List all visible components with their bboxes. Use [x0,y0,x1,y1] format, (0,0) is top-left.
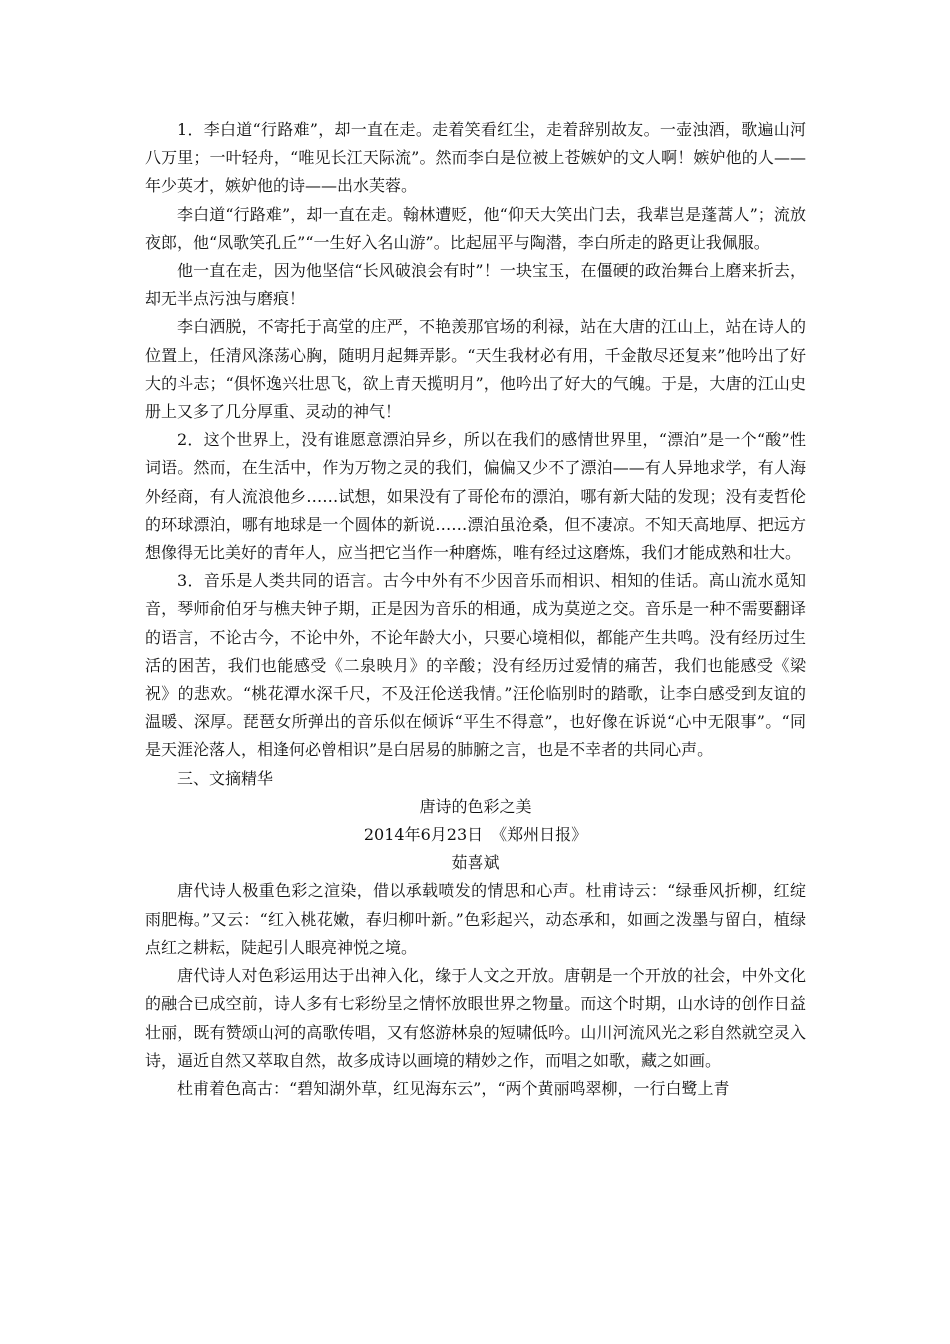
paragraph-5: 2．这个世界上，没有谁愿意漂泊异乡，所以在我们的感情世界里，“漂泊”是一个“酸”性词语。然而，在生活中，作为万物之灵的我们，偏偏又少不了漂泊——有人异地求学，有人海外经商，有人流浪他乡……试想，如果没有了哥伦布的漂泊，哪有新大陆的发现；没有麦哲伦的环球漂泊，哪有地球是一个圆体的新说……漂泊虽沧桑，但不凄凉。不知天高地厚、把远方想像得无比美好的青年人，应当把它当作一种磨炼，唯有经过这磨炼，我们才能成熟和壮大。 [145,430,806,563]
paragraph-2: 李白道“行路难”，却一直在走。翰林遭贬，他“仰天大笑出门去，我辈岂是蓬蒿人”；流放夜郎，他“凤歌笑孔丘”“一生好入名山游”。比起屈平与陶潜，李白所走的路更让我佩服。 [145,204,806,252]
article-title: 唐诗的色彩之美 [419,796,532,816]
article-paragraph-3: 杜甫着色高古：“碧知湖外草，红见海东云”，“两个黄丽鸣翠柳，一行白鹭上青 [177,1078,730,1098]
article-author: 茹喜斌 [451,853,500,873]
paragraph-3: 他一直在走，因为他坚信“长风破浪会有时”！一块宝玉，在僵硬的政治舞台上磨来折去，却无半点污浊与磨痕！ [145,261,806,309]
document-page [145,116,806,1103]
article-date-source: 2014年6月23日 《郑州日报》 [363,825,588,845]
article-paragraph-2: 唐代诗人对色彩运用达于出神入化，缘于人文之开放。唐朝是一个开放的社会，中外文化的融合已成空前，诗人多有七彩纷呈之情怀放眼世界之物量。而这个时期，山水诗的创作日益壮丽，既有赞颂山河的高歌传唱，又有悠游林泉的短啸低吟。山川河流风光之彩自然就空灵入诗，逼近自然又萃取自然，故多成诗以画境的精妙之作，而唱之如歌，藏之如画。 [145,966,806,1070]
paragraph-6: 3．音乐是人类共同的语言。古今中外有不少因音乐而相识、相知的佳话。高山流水觅知音，琴师俞伯牙与樵夫钟子期，正是因为音乐的相通，成为莫逆之交。音乐是一种不需要翻译的语言，不论古今，不论中外，不论年龄大小，只要心境相似，都能产生共鸣。没有经历过生活的困苦，我们也能感受《二泉映月》的辛酸；没有经历过爱情的痛苦，我们也能感受《梁祝》的悲欢。“桃花潭水深千尺，不及汪伦送我情。”汪伦临别时的踏歌，让李白感受到友谊的温暖、深厚。琵琶女所弹出的音乐似在倾诉“平生不得意”，也好像在诉说“心中无限事”。“同是天涯沦落人，相逢何必曾相识”是白居易的肺腑之言，也是不幸者的共同心声。 [145,571,806,760]
paragraph-4: 李白洒脱，不寄托于高堂的庄严，不艳羡那官场的利禄，站在大唐的江山上，站在诗人的位置上，任清风涤荡心胸，随明月起舞弄影。“天生我材必有用，千金散尽还复来”他吟出了好大的斗志；“俱怀逸兴壮思飞，欲上青天揽明月”，他吟出了好大的气魄。于是，大唐的江山史册上又多了几分厚重、灵动的神气！ [145,317,806,422]
section-heading: 三、文摘精华 [177,768,274,788]
article-paragraph-1: 唐代诗人极重色彩之渲染，借以承载喷发的情思和心声。杜甫诗云：“绿垂风折柳，红绽雨肥梅。”又云：“红入桃花嫩，春归柳叶新。”色彩起兴，动态承和，如画之泼墨与留白，植绿点红之耕耘，陡起引人眼亮神悦之境。 [145,881,806,957]
paragraph-1: 1．李白道“行路难”，却一直在走。走着笑看红尘，走着辞别故友。一壶浊酒，歌遍山河八万里；一叶轻舟，“唯见长江天际流”。然而李白是位被上苍嫉妒的文人啊！嫉妒他的人——年少英才，嫉妒他的诗——出水芙蓉。 [145,120,806,196]
